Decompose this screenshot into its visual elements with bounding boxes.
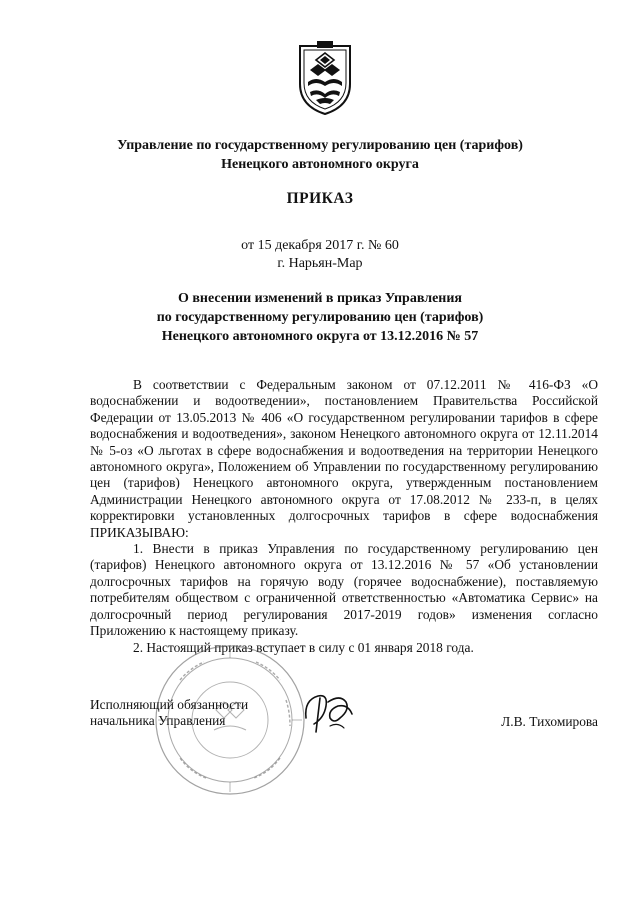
subject-line-2: по государственному регулированию цен (тарифов) [156, 310, 484, 325]
signatory-name: Л.В. Тихомирова [501, 714, 598, 729]
organization-name-line-2: Ненецкого автономного округа [221, 157, 419, 172]
body-paragraph-item-2: 2. Настоящий приказ вступает в силу с 01 января 2018 года. [133, 639, 474, 655]
document-date-number: от 15 декабря 2017 г. № 60 [241, 238, 399, 253]
subject-line-1: О внесении изменений в приказ Управления [177, 291, 462, 306]
coat-of-arms-icon [296, 40, 354, 116]
signatory-position-line-1: Исполняющий обязанности [90, 697, 249, 712]
document-type: ПРИКАЗ [286, 190, 354, 207]
signatory-position-line-2: начальника Управления [90, 713, 226, 729]
signatory-position [90, 697, 248, 730]
organization-name-line-1: Управление по государственному регулированию цен (тарифов) [117, 138, 523, 153]
document-city: г. Нарьян-Мар [277, 256, 363, 271]
body-paragraph-item-1: 1. Внести в приказ Управления по государственному регулированию цен (тарифов) Ненецкого автономного округа от 13.12.2016 № 57 «Об установлении долгосрочных тарифов на горячую воду (горячее водоснабжение), поставляемую потребителям обществом с ограниченной ответственностью «Автоматика Сервис» на долгосрочный период регулирования 2017-2019 годов» изменения согласно Приложению к настоящему приказу. [90, 541, 598, 639]
document-body [90, 377, 598, 656]
handwritten-signature-icon [300, 688, 358, 738]
subject-line-3: Ненецкого автономного округа от 13.12.2016 № 57 [161, 329, 479, 344]
body-paragraph-preamble: В соответствии с Федеральным законом от 07.12.2011 № 416-ФЗ «О водоснабжении и водоотведении», постановлением Правительства Российской Федерации от 13.05.2013 № 406 «О государственном регулировании тарифов в сфере водоснабжения и водоотведения», законом Ненецкого автономного округа от 12.11.2014 № 5-оз «О льготах в сфере водоснабжения и водоотведения на территории Ненецкого автономного округа», Положением об Управлении по государственному регулированию цен (тарифов) Ненецкого автономного округа, утвержденным постановлением Администрации Ненецкого автономного округа от 17.08.2012 № 233-п, в целях корректировки установленных долгосрочных тарифов в сфере водоснабжения ПРИКАЗЫВАЮ: [90, 377, 598, 540]
